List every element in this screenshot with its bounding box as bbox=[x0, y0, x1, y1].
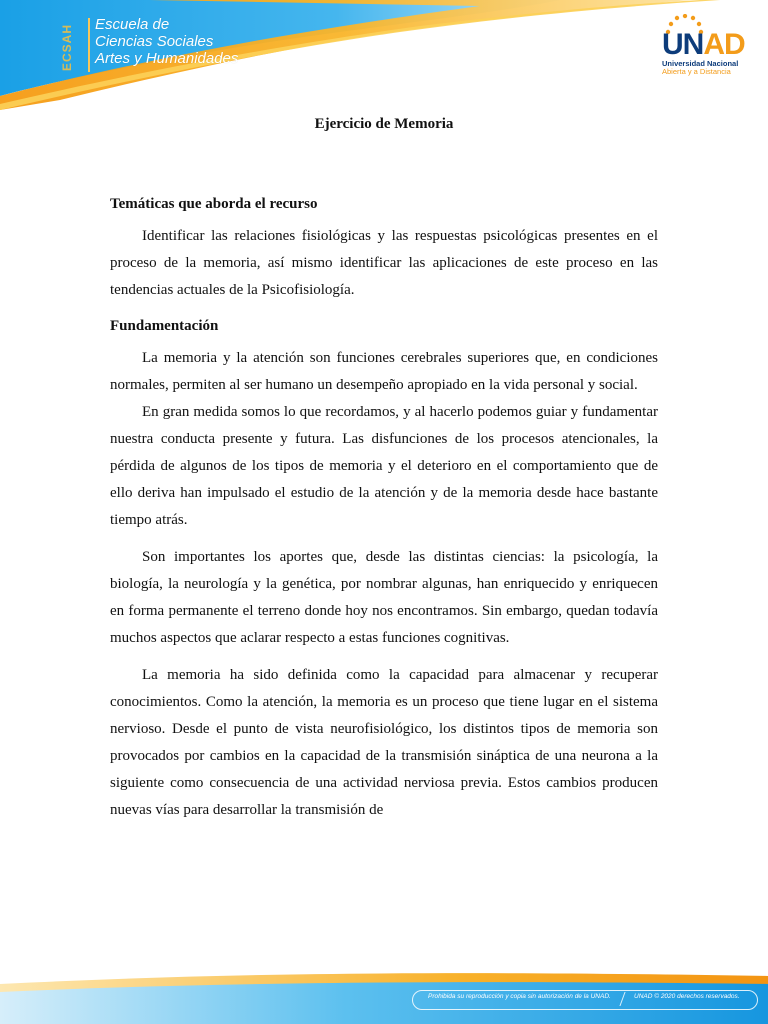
unad-logo-wordmark: UNAD bbox=[662, 28, 745, 61]
paragraph-1: La memoria y la atención son funciones cerebrales superiores que, en condiciones normales, permiten al ser humano un desempeño apropiado en la vida personal y social. bbox=[110, 350, 658, 393]
page-footer bbox=[0, 966, 768, 1024]
paragraph-2: En gran medida somos lo que recordamos, y al hacerlo podemos guiar y fundamentar nuestra conducta presente y futura. Las disfunciones de los procesos atencionales, la pérdida de algunos de los tipos de memoria y el deterioro en el comportamiento que de ello deriva han impulsado el estudio de la atención y de la memoria desde hace bastante tiempo atrás. bbox=[110, 404, 658, 528]
paragraph-tematicas: Identificar las relaciones fisiológicas y las respuestas psicológicas presentes en el proceso de la memoria, así mismo identificar las aplicaciones de este proceso en las tendencias actuales de la Psicofisiología. bbox=[110, 228, 658, 298]
paragraph-3: Son importantes los aportes que, desde las distintas ciencias: la psicología, la biología, la neurología y la genética, por nombrar algunas, han enriquecido y enriquecen en forma permanente el terreno donde hoy nos encontramos. Sin embargo, quedan todavía muchos aspectos que aclarar respecto a estas funciones cognitivas. bbox=[110, 549, 658, 646]
paragraph-4: La memoria ha sido definida como la capacidad para almacenar y recuperar conocimientos. Como la atención, la memoria es un proceso que tiene lugar en el sistema nervioso. Desde el punto de vista neurofisiológico, los distintos tipos de memoria son provocados por cambios en la capacidad de la transmisión sináptica de una neurona a la siguiente como consecuencia de una actividad nerviosa previa. Estos cambios producen nuevas vías para desarrollar la transmisión de bbox=[110, 667, 658, 818]
school-divider bbox=[88, 18, 90, 72]
ecsah-vertical-label: ECSAH bbox=[60, 23, 74, 71]
document-body bbox=[110, 112, 658, 824]
unad-logo-line-2: Abierta y a Distancia bbox=[662, 67, 731, 76]
document-title: Ejercicio de Memoria bbox=[314, 116, 454, 132]
footer-rights: UNAD © 2020 derechos reservados. bbox=[634, 993, 740, 1000]
page-header bbox=[0, 0, 768, 110]
school-name-line-1: Escuela de bbox=[95, 16, 170, 33]
footer-notice: Prohibida su reproducción y copia sin autorización de la UNAD. bbox=[428, 993, 611, 1000]
school-name-line-3: Artes y Humanidades bbox=[95, 50, 239, 67]
unad-logo-line-1: Universidad Nacional bbox=[662, 59, 739, 68]
school-name bbox=[95, 16, 238, 67]
school-name-line-2: Ciencias Sociales bbox=[95, 33, 214, 50]
section-heading-tematicas: Temáticas que aborda el recurso bbox=[110, 196, 318, 212]
unad-logo bbox=[660, 14, 744, 86]
unad-logo-subtitle bbox=[662, 60, 738, 76]
section-heading-fundamentacion: Fundamentación bbox=[110, 318, 219, 334]
